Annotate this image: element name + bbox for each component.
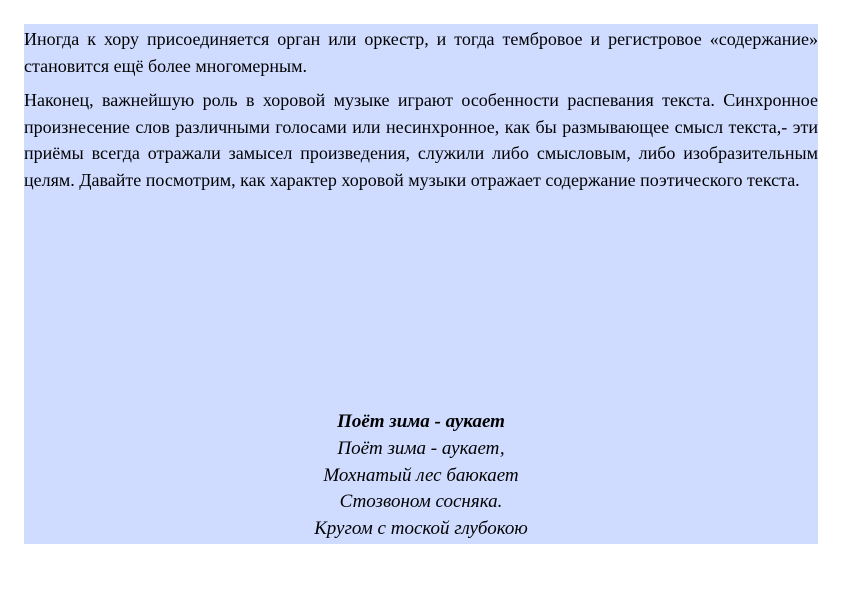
poem-excerpt xyxy=(24,409,818,543)
paragraph-organ-orchestra: Иногда к хору присоединяется орган или оркестр, и тогда тембровое и регистровое «содержание» становится ещё более многомерным. xyxy=(24,29,818,76)
poem-line-3: Стозвоном сосняка. xyxy=(339,491,503,513)
poem-line-4: Кругом с тоской глубокою xyxy=(314,518,528,540)
poem-line-1: Поёт зима - аукает, xyxy=(337,437,505,459)
paragraph-text-singing: Наконец, важнейшую роль в хоровой музыке играют особенности распевания текста. Синхронное произнесение слов различными голосами или несинхронное, как бы размывающее смысл текста,- эти приёмы всегда отражали замысел произведения, служили либо смысловым, либо изобразительным целям. Давайте посмотрим, как характер хоровой музыки отражает содержание поэтического текста. xyxy=(24,90,818,190)
body-text xyxy=(24,26,818,201)
poem-line-2: Мохнатый лес баюкает xyxy=(323,464,519,486)
poem-title: Поёт зима - аукает xyxy=(337,411,505,432)
